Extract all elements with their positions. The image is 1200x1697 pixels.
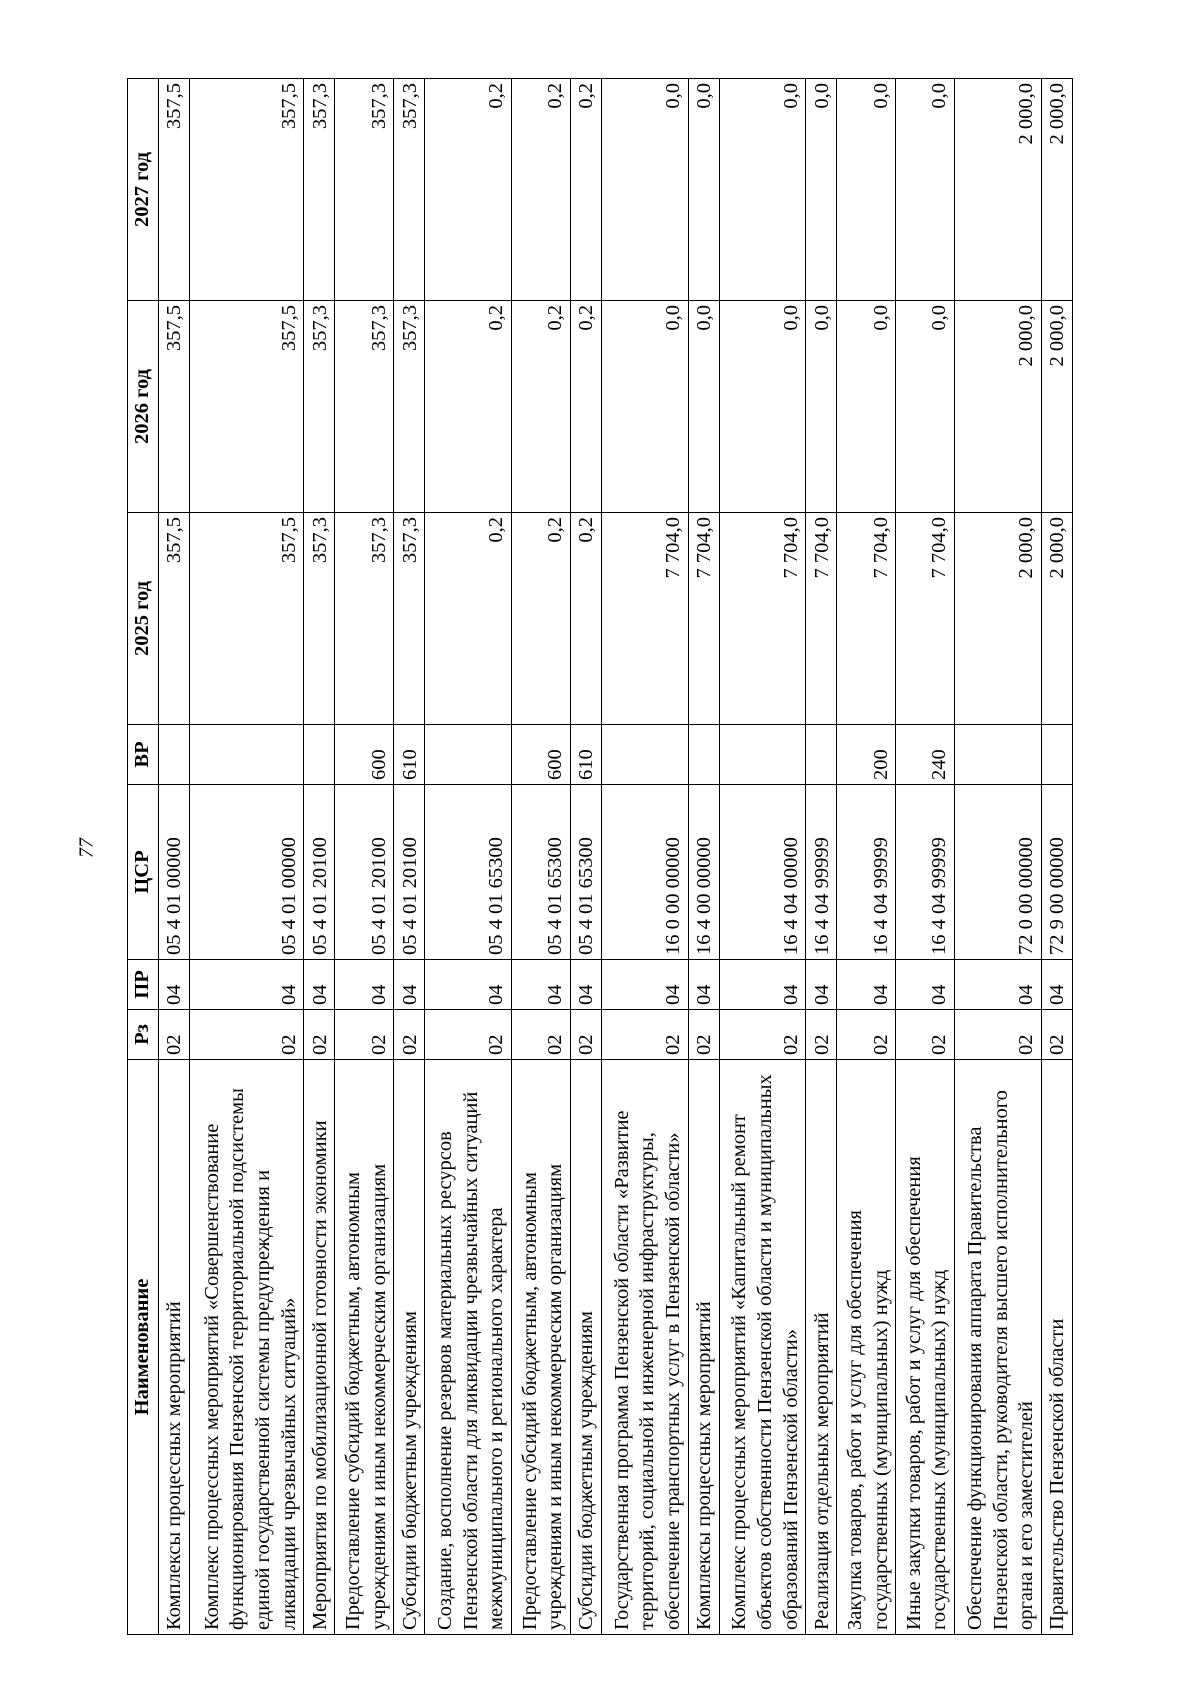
row-2026-cell: 357,5 (158, 301, 189, 513)
row-vr-cell (719, 725, 806, 785)
row-pr-cell: 04 (601, 960, 688, 1010)
row-2027-cell: 2 000,0 (955, 79, 1042, 301)
row-2026-cell: 357,3 (335, 301, 394, 513)
row-pr-cell: 04 (425, 960, 512, 1010)
row-rz-cell: 02 (394, 1010, 425, 1060)
row-pr-cell: 04 (335, 960, 394, 1010)
row-2025-cell: 7 704,0 (806, 513, 837, 725)
row-2025-cell: 357,3 (304, 513, 335, 725)
row-vr-cell (601, 725, 688, 785)
row-2026-cell: 2 000,0 (1041, 301, 1072, 513)
row-2027-cell: 357,3 (394, 79, 425, 301)
header-name: Наименование (128, 1060, 159, 1635)
row-vr-cell (1041, 725, 1072, 785)
row-2027-cell: 0,0 (719, 79, 806, 301)
row-pr-cell: 04 (189, 960, 304, 1010)
row-name-cell: Комплексы процессных мероприятий (688, 1060, 719, 1635)
row-pr-cell: 04 (837, 960, 896, 1010)
row-2026-cell: 0,2 (570, 301, 601, 513)
row-pr-cell: 04 (688, 960, 719, 1010)
row-rz-cell: 02 (719, 1010, 806, 1060)
row-vr-cell: 610 (394, 725, 425, 785)
row-name-cell: Комплекс процессных мероприятий «Совершенствование функционирования Пензенской территориальной подсистемы единой государственной системы предупреждения и ликвидации чрезвычайных ситуаций» (189, 1060, 304, 1635)
row-rz-cell: 02 (158, 1010, 189, 1060)
table-row (394, 79, 425, 1635)
row-csr-cell: 16 4 04 99999 (806, 785, 837, 960)
row-pr-cell: 04 (394, 960, 425, 1010)
row-pr-cell: 04 (719, 960, 806, 1010)
row-csr-cell: 05 4 01 00000 (158, 785, 189, 960)
row-rz-cell: 02 (688, 1010, 719, 1060)
row-csr-cell: 05 4 01 00000 (189, 785, 304, 960)
row-name-cell: Закупка товаров, работ и услуг для обеспечения государственных (муниципальных) нужд (837, 1060, 896, 1635)
row-2026-cell: 0,2 (425, 301, 512, 513)
row-name-cell: Обеспечение функционирования аппарата Правительства Пензенской области, руководителя высшего исполнительного органа и его заместителей (955, 1060, 1042, 1635)
table-row (688, 79, 719, 1635)
header-2026: 2026 год (128, 301, 159, 513)
row-vr-cell: 610 (570, 725, 601, 785)
row-vr-cell (189, 725, 304, 785)
row-2027-cell: 0,0 (806, 79, 837, 301)
row-vr-cell: 600 (511, 725, 570, 785)
row-2027-cell: 357,3 (304, 79, 335, 301)
row-2027-cell: 0,2 (425, 79, 512, 301)
row-rz-cell: 02 (425, 1010, 512, 1060)
row-vr-cell: 200 (837, 725, 896, 785)
row-2027-cell: 2 000,0 (1041, 79, 1072, 301)
row-rz-cell: 02 (896, 1010, 955, 1060)
table-row (601, 79, 688, 1635)
row-vr-cell (688, 725, 719, 785)
row-csr-cell: 05 4 01 65300 (425, 785, 512, 960)
row-2025-cell: 7 704,0 (837, 513, 896, 725)
row-rz-cell: 02 (304, 1010, 335, 1060)
row-pr-cell: 04 (511, 960, 570, 1010)
row-name-cell: Предоставление субсидий бюджетным, автономным учреждениям и иным некоммерческим организациям (335, 1060, 394, 1635)
budget-table-rotated (127, 79, 1073, 1635)
table-row (425, 79, 512, 1635)
row-2027-cell: 0,0 (837, 79, 896, 301)
header-csr: ЦСР (128, 785, 159, 960)
row-2027-cell: 0,2 (570, 79, 601, 301)
row-csr-cell: 16 4 04 00000 (719, 785, 806, 960)
row-2026-cell: 0,0 (719, 301, 806, 513)
row-name-cell: Правительство Пензенской области (1041, 1060, 1072, 1635)
row-2027-cell: 357,5 (189, 79, 304, 301)
row-name-cell: Государственная программа Пензенской области «Развитие территорий, социальной и инженерной инфраструктуры, обеспечение транспортных услуг в Пензенской области» (601, 1060, 688, 1635)
table-row (511, 79, 570, 1635)
row-csr-cell: 05 4 01 20100 (394, 785, 425, 960)
table-row (570, 79, 601, 1635)
table-row (837, 79, 896, 1635)
row-rz-cell: 02 (837, 1010, 896, 1060)
table-row (719, 79, 806, 1635)
header-vr: ВР (128, 725, 159, 785)
table-header-row (128, 79, 159, 1635)
row-csr-cell: 16 4 04 99999 (837, 785, 896, 960)
row-2025-cell: 2 000,0 (955, 513, 1042, 725)
row-rz-cell: 02 (511, 1010, 570, 1060)
row-vr-cell (425, 725, 512, 785)
row-name-cell: Иные закупки товаров, работ и услуг для обеспечения государственных (муниципальных) нужд (896, 1060, 955, 1635)
row-2026-cell: 357,3 (394, 301, 425, 513)
row-vr-cell (304, 725, 335, 785)
row-name-cell: Предоставление субсидий бюджетным, автономным учреждениям и иным некоммерческим организациям (511, 1060, 570, 1635)
row-2025-cell: 7 704,0 (719, 513, 806, 725)
row-2025-cell: 2 000,0 (1041, 513, 1072, 725)
row-name-cell: Создание, восполнение резервов материальных ресурсов Пензенской области для ликвидации чрезвычайных ситуаций межмуниципального и регионального характера (425, 1060, 512, 1635)
row-rz-cell: 02 (806, 1010, 837, 1060)
row-name-cell: Субсидии бюджетным учреждениям (394, 1060, 425, 1635)
row-2025-cell: 0,2 (425, 513, 512, 725)
row-2027-cell: 0,0 (896, 79, 955, 301)
row-vr-cell: 240 (896, 725, 955, 785)
row-2026-cell: 0,2 (511, 301, 570, 513)
row-2025-cell: 7 704,0 (688, 513, 719, 725)
row-name-cell: Реализация отдельных мероприятий (806, 1060, 837, 1635)
row-2026-cell: 357,5 (189, 301, 304, 513)
row-2027-cell: 357,5 (158, 79, 189, 301)
table-row (896, 79, 955, 1635)
row-2025-cell: 357,5 (189, 513, 304, 725)
row-csr-cell: 72 0 00 00000 (955, 785, 1042, 960)
row-2026-cell: 357,3 (304, 301, 335, 513)
table-row (158, 79, 189, 1635)
budget-table (127, 78, 1073, 1635)
table-row (955, 79, 1042, 1635)
row-2027-cell: 357,3 (335, 79, 394, 301)
row-2027-cell: 0,0 (601, 79, 688, 301)
row-name-cell: Мероприятия по мобилизационной готовности экономики (304, 1060, 335, 1635)
table-row (304, 79, 335, 1635)
row-rz-cell: 02 (189, 1010, 304, 1060)
row-2027-cell: 0,2 (511, 79, 570, 301)
row-2026-cell: 2 000,0 (955, 301, 1042, 513)
page-number: 77 (75, 838, 98, 858)
row-2027-cell: 0,0 (688, 79, 719, 301)
table-row (806, 79, 837, 1635)
row-vr-cell (158, 725, 189, 785)
row-2025-cell: 7 704,0 (896, 513, 955, 725)
row-rz-cell: 02 (601, 1010, 688, 1060)
row-csr-cell: 05 4 01 65300 (570, 785, 601, 960)
row-rz-cell: 02 (335, 1010, 394, 1060)
table-row (1041, 79, 1072, 1635)
row-csr-cell: 16 4 00 00000 (688, 785, 719, 960)
row-pr-cell: 04 (304, 960, 335, 1010)
row-pr-cell: 04 (158, 960, 189, 1010)
row-2026-cell: 0,0 (806, 301, 837, 513)
row-pr-cell: 04 (570, 960, 601, 1010)
row-csr-cell: 05 4 01 20100 (335, 785, 394, 960)
row-2025-cell: 357,3 (335, 513, 394, 725)
row-2025-cell: 0,2 (570, 513, 601, 725)
row-2026-cell: 0,0 (896, 301, 955, 513)
row-pr-cell: 04 (955, 960, 1042, 1010)
header-2025: 2025 год (128, 513, 159, 725)
row-csr-cell: 16 4 04 99999 (896, 785, 955, 960)
row-vr-cell: 600 (335, 725, 394, 785)
row-name-cell: Комплексы процессных мероприятий (158, 1060, 189, 1635)
row-csr-cell: 05 4 01 20100 (304, 785, 335, 960)
row-rz-cell: 02 (570, 1010, 601, 1060)
row-2025-cell: 0,2 (511, 513, 570, 725)
row-2025-cell: 7 704,0 (601, 513, 688, 725)
row-csr-cell: 05 4 01 65300 (511, 785, 570, 960)
table-row (335, 79, 394, 1635)
row-csr-cell: 16 0 00 00000 (601, 785, 688, 960)
row-2026-cell: 0,0 (837, 301, 896, 513)
row-2025-cell: 357,5 (158, 513, 189, 725)
header-rz: Рз (128, 1010, 159, 1060)
row-pr-cell: 04 (896, 960, 955, 1010)
row-csr-cell: 72 9 00 00000 (1041, 785, 1072, 960)
row-vr-cell (806, 725, 837, 785)
row-2026-cell: 0,0 (688, 301, 719, 513)
header-pr: ПР (128, 960, 159, 1010)
row-2025-cell: 357,3 (394, 513, 425, 725)
row-vr-cell (955, 725, 1042, 785)
row-2026-cell: 0,0 (601, 301, 688, 513)
row-name-cell: Субсидии бюджетным учреждениям (570, 1060, 601, 1635)
table-row (189, 79, 304, 1635)
row-rz-cell: 02 (955, 1010, 1042, 1060)
header-2027: 2027 год (128, 79, 159, 301)
row-pr-cell: 04 (1041, 960, 1072, 1010)
row-pr-cell: 04 (806, 960, 837, 1010)
row-rz-cell: 02 (1041, 1010, 1072, 1060)
row-name-cell: Комплекс процессных мероприятий «Капитальный ремонт объектов собственности Пензенской области и муниципальных образований Пензенской области» (719, 1060, 806, 1635)
